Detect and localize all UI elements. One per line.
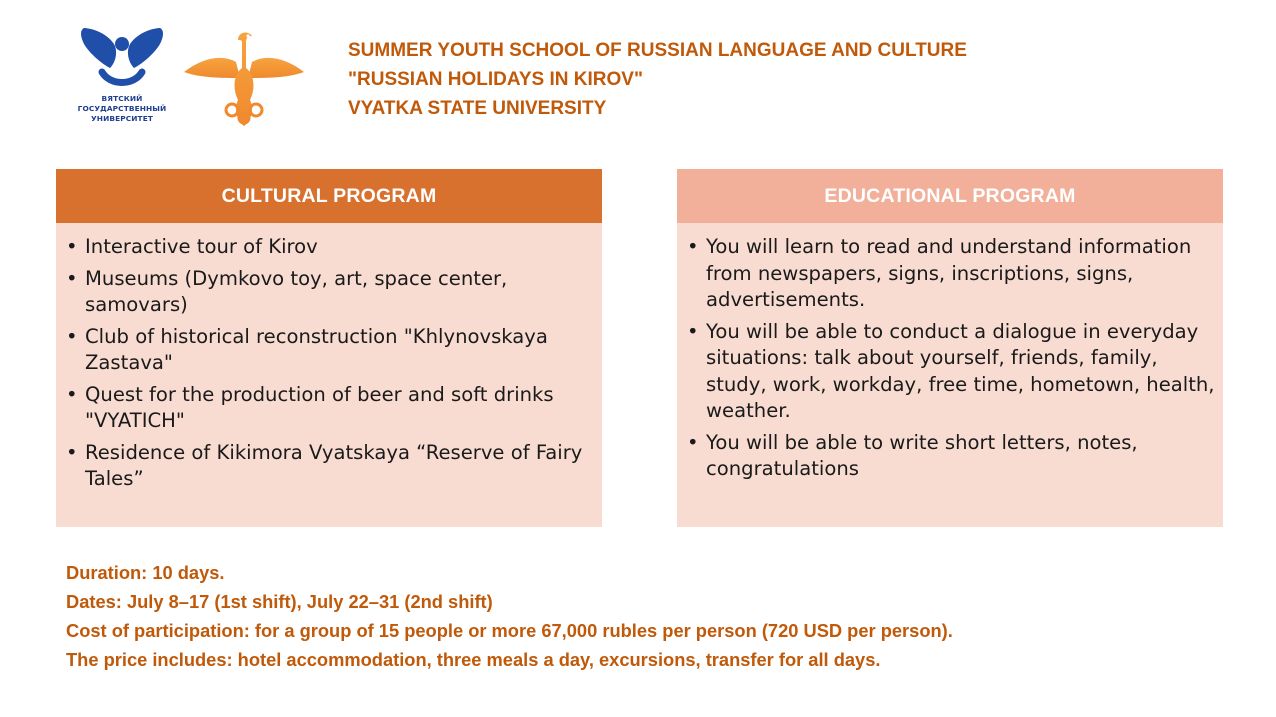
cultural-program-panel xyxy=(56,169,602,527)
list-item: • Museums (Dymkovo toy, art, space center, samovars) xyxy=(66,266,602,319)
educational-program-panel xyxy=(677,169,1223,527)
dates-text: Dates: July 8–17 (1st shift), July 22–31 (2nd shift) xyxy=(66,591,493,612)
title-line-1: SUMMER YOUTH SCHOOL OF RUSSIAN LANGUAGE AND CULTURE xyxy=(348,40,967,61)
firebird-logo xyxy=(182,28,306,130)
list-item: • Club of historical reconstruction "Khlynovskaya Zastava" xyxy=(66,324,602,377)
page-title xyxy=(348,36,967,123)
title-line-2: "RUSSIAN HOLIDAYS IN KIROV" xyxy=(348,69,643,90)
list-item: • Interactive tour of Kirov xyxy=(66,234,602,261)
cultural-program-header: CULTURAL PROGRAM xyxy=(56,169,602,223)
list-item: • You will be able to conduct a dialogue in everyday situations: talk about yourself, friends, family, study, work, workday, free time, hometown, health, weather. xyxy=(687,319,1223,425)
list-item: • Residence of Kikimora Vyatskaya “Reserve of Fairy Tales” xyxy=(66,440,602,493)
firebird-logo-icon xyxy=(182,28,306,130)
logo-text-line-3: УНИВЕРСИТЕТ xyxy=(90,114,153,123)
vyatsu-logo-icon xyxy=(76,26,168,92)
cultural-program-list xyxy=(56,223,602,493)
logo-text-line-2: ГОСУДАРСТВЕННЫЙ xyxy=(77,104,167,113)
list-item: • You will be able to write short letters, notes, congratulations xyxy=(687,430,1223,483)
title-line-3: VYATKA STATE UNIVERSITY xyxy=(348,98,607,119)
educational-program-header: EDUCATIONAL PROGRAM xyxy=(677,169,1223,223)
vyatsu-logo xyxy=(66,26,178,136)
duration-text: Duration: 10 days. xyxy=(66,562,225,583)
cost-text: Cost of participation: for a group of 15 people or more 67,000 rubles per person (720 USD per person). xyxy=(66,620,953,641)
program-info xyxy=(66,558,953,674)
list-item: • You will learn to read and understand information from newspapers, signs, inscriptions, signs, advertisements. xyxy=(687,234,1223,314)
includes-text: The price includes: hotel accommodation, three meals a day, excursions, transfer for all days. xyxy=(66,649,881,670)
logo-text-line-1: ВЯТСКИЙ xyxy=(101,94,143,103)
list-item: • Quest for the production of beer and soft drinks "VYATICH" xyxy=(66,382,602,435)
educational-program-list xyxy=(677,223,1223,483)
